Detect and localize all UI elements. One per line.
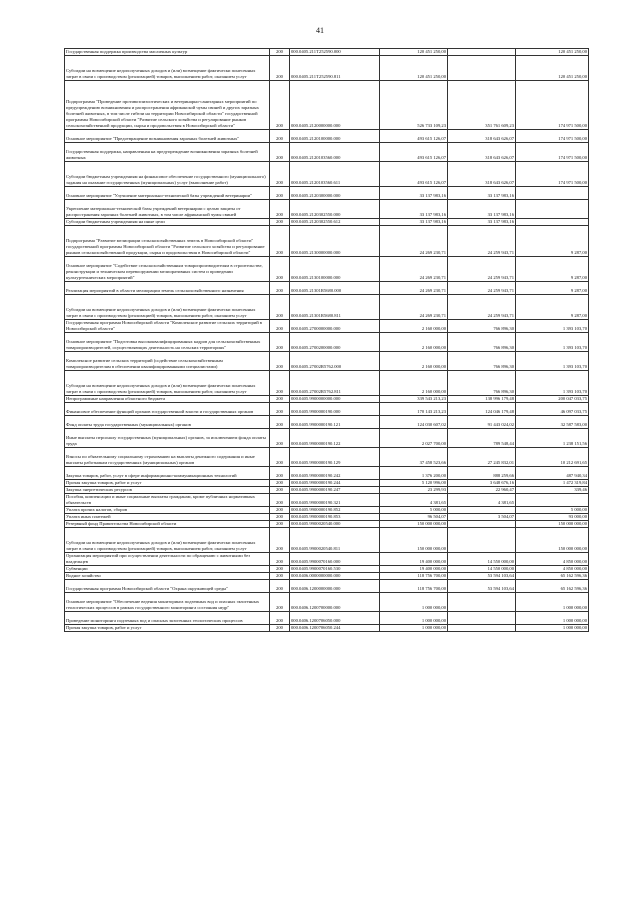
row-classification-code: 000.0405.9900020540.811 [290,528,380,553]
row-name: Субсидии на возмещение недополученных доходов и (или) возмещение фактически понесенных затрат в связи с производством (реализацией) товаров, выполнением работ, оказанием услуг [65,528,270,553]
row-code: 200 [270,130,290,143]
row-name: Фонд оплаты труда государственных (муниципальных) органов [65,416,270,429]
row-amount-approved: 24 269 230,71 [380,295,448,320]
row-name: Уплата иных платежей [65,514,270,521]
row-name: Субсидии на возмещение недополученных доходов и (или) возмещение фактически понесенных затрат в связи с производством (реализацией) товаров, выполнением работ, оказанием услуг [65,56,270,81]
row-classification-code: 000.0405.9900000190.321 [290,494,380,507]
table-row [65,219,589,226]
table-row [65,514,589,521]
row-amount-remaining [516,187,589,200]
row-code: 200 [270,480,290,487]
row-code: 200 [270,352,290,371]
table-row [65,593,589,612]
row-amount-approved: 124 030 607,02 [380,416,448,429]
row-amount-approved: 96 504,07 [380,514,448,521]
row-name: Комплексное развитие сельских территорий (содействие сельскохозяйственным товаропроизводителям в обеспечении квалифицированными специалистами) [65,352,270,371]
row-amount-remaining: 150 000 000,00 [516,528,589,553]
row-amount-remaining: 120 451 250,00 [516,49,589,56]
row-classification-code: 000.0405.9900000190.129 [290,448,380,467]
row-classification-code: 000.0405.9900000190.122 [290,429,380,448]
row-amount-executed: 318 643 626,07 [448,130,516,143]
row-code: 200 [270,81,290,130]
row-amount-approved: 118 756 700,00 [380,573,448,580]
row-classification-code: 000.0406.0000000000.000 [290,573,380,580]
row-amount-remaining: 200 047 033,75 [516,396,589,403]
row-amount-approved: 493 615 126,07 [380,143,448,162]
row-amount-remaining: 4 850 000,00 [516,553,589,566]
row-amount-executed [448,507,516,514]
row-amount-approved: 526 733 109,23 [380,81,448,130]
row-amount-approved: 5 000,00 [380,507,448,514]
row-amount-remaining: 9 287,00 [516,295,589,320]
row-code: 200 [270,226,290,257]
row-code: 200 [270,553,290,566]
row-code: 200 [270,320,290,333]
row-amount-approved: 19 400 000,00 [380,553,448,566]
row-code: 200 [270,403,290,416]
table-row [65,282,589,295]
row-classification-code: 000.0405.2120000000.000 [290,81,380,130]
row-name: Субсидии на возмещение недополученных доходов и (или) возмещение фактически понесенных затрат в связи с производством (реализацией) товаров, выполнением работ, оказанием услуг [65,371,270,396]
row-amount-executed: 53 594 103,64 [448,580,516,593]
table-row [65,320,589,333]
row-code: 200 [270,396,290,403]
row-amount-executed: 351 761 609,23 [448,81,516,130]
budget-table-body [65,49,589,632]
row-amount-executed [448,49,516,56]
row-amount-executed: 14 550 000,00 [448,566,516,573]
table-row [65,49,589,56]
row-code: 200 [270,612,290,625]
row-amount-executed: 3 648 676,16 [448,480,516,487]
row-amount-executed: 766 896,30 [448,333,516,352]
row-amount-approved: 1 000 000,00 [380,625,448,632]
row-code: 200 [270,49,290,56]
row-amount-executed: 24 259 943,71 [448,226,516,257]
row-amount-remaining: 32 587 583,00 [516,416,589,429]
row-amount-executed: 4 381,65 [448,494,516,507]
row-amount-executed: 138 996 179,48 [448,396,516,403]
row-amount-remaining: 1 472 319,84 [516,480,589,487]
row-code: 200 [270,521,290,528]
table-row [65,625,589,632]
table-row [65,573,589,580]
row-amount-approved: 4 381,65 [380,494,448,507]
row-classification-code: 000.0405.211Т252590.000 [290,49,380,56]
row-amount-executed [448,521,516,528]
row-amount-executed: 24 259 943,71 [448,282,516,295]
row-amount-remaining [516,219,589,226]
row-code: 200 [270,514,290,521]
row-classification-code: 000.0406.1200000000.000 [290,580,380,593]
row-amount-approved: 118 756 700,00 [380,580,448,593]
row-classification-code: 000.0405.9900000000.000 [290,396,380,403]
row-amount-approved: 120 451 250,00 [380,49,448,56]
table-row [65,416,589,429]
table-row [65,333,589,352]
row-name: Непрограммные направления областного бюджета [65,396,270,403]
row-amount-executed: 33 137 983,16 [448,200,516,219]
row-amount-remaining: 1 393 103,70 [516,320,589,333]
row-amount-approved: 24 269 230,71 [380,226,448,257]
row-amount-executed [448,56,516,81]
row-amount-executed [448,625,516,632]
row-classification-code: 000.0405.2130000000.000 [290,226,380,257]
row-name: Субсидии бюджетным учреждениям на финансовое обеспечение государственного (муниципального) задания на оказание государственных (муниципальных) услуг (выполнение работ) [65,162,270,187]
row-amount-executed: 766 896,30 [448,352,516,371]
row-amount-remaining: 1 393 103,70 [516,371,589,396]
row-amount-approved: 2 160 000,00 [380,320,448,333]
table-row [65,162,589,187]
table-row [65,81,589,130]
row-name: Основное мероприятие "Подготовка высококвалифицированных кадров для сельскохозяйственных товаропроизводителей, осуществляющих деятельность на сельских территориях" [65,333,270,352]
row-amount-remaining: 150 000 000,00 [516,521,589,528]
row-amount-remaining [516,200,589,219]
row-code: 200 [270,295,290,320]
row-amount-approved: 339 543 213,23 [380,396,448,403]
table-row [65,352,589,371]
row-code: 200 [270,580,290,593]
row-name: Основное мероприятие "Обеспечение ведения мониторинга подземных вод и опасных экзогенных геологических процессов в рамках государственного мониторинга состояния недр" [65,593,270,612]
table-row [65,612,589,625]
row-code: 200 [270,625,290,632]
row-classification-code: 000.0405.211Т252590.811 [290,56,380,81]
row-amount-executed: 33 137 983,16 [448,187,516,200]
row-amount-executed: 318 643 626,07 [448,143,516,162]
table-row [65,521,589,528]
row-code: 200 [270,56,290,81]
row-amount-executed: 789 548,44 [448,429,516,448]
row-classification-code: 000.0405.21301R5680.000 [290,282,380,295]
row-amount-executed: 3 504,07 [448,514,516,521]
row-amount-approved: 33 137 983,16 [380,219,448,226]
row-classification-code: 000.0405.9900000190.242 [290,467,380,480]
row-code: 200 [270,593,290,612]
row-amount-executed: 22 960,47 [448,487,516,494]
table-row [65,580,589,593]
row-amount-executed [448,593,516,612]
row-amount-executed: 766 896,30 [448,371,516,396]
row-amount-approved: 170 143 213,23 [380,403,448,416]
table-row [65,295,589,320]
row-name: Укрепление материально-технической базы учреждений ветеринарии с целью защиты от распространения заразных болезней животных, в том числе африканской чумы свиней [65,200,270,219]
row-amount-remaining: 174 971 500,00 [516,130,589,143]
row-name: Иные выплаты персоналу государственных (муниципальных) органов, за исключением фонда оплаты труда [65,429,270,448]
table-row [65,566,589,573]
table-row [65,143,589,162]
row-amount-approved: 33 137 983,16 [380,200,448,219]
row-amount-approved: 2 160 000,00 [380,352,448,371]
row-name: Государственная программа Новосибирской области "Комплексное развитие сельских территорий в Новосибирской области" [65,320,270,333]
table-row [65,467,589,480]
table-row [65,480,589,487]
row-code: 200 [270,219,290,226]
row-amount-remaining: 1 393 103,70 [516,333,589,352]
page-number: 41 [316,26,324,35]
table-row [65,130,589,143]
row-classification-code: 000.0405.2120300000.000 [290,187,380,200]
table-row [65,403,589,416]
row-name: Организация мероприятий при осуществлении деятельности по обращению с животными без владельцев [65,553,270,566]
row-amount-approved: 2 160 000,00 [380,333,448,352]
row-name: Резервный фонд Правительства Новосибирской области [65,521,270,528]
row-code: 200 [270,573,290,580]
table-row [65,371,589,396]
row-classification-code: 000.0405.2120100000.000 [290,130,380,143]
row-amount-executed: 124 046 179,48 [448,403,516,416]
row-code: 200 [270,528,290,553]
row-classification-code: 000.0406.1200706050.244 [290,625,380,632]
row-amount-approved: 150 000 000,00 [380,521,448,528]
row-amount-remaining: 174 971 500,00 [516,162,589,187]
row-amount-remaining: 93 000,00 [516,514,589,521]
row-amount-approved: 33 137 983,16 [380,187,448,200]
table-row [65,448,589,467]
row-classification-code: 000.0405.9900000190.853 [290,514,380,521]
row-amount-remaining: 174 971 500,00 [516,81,589,130]
row-code: 200 [270,416,290,429]
row-code: 200 [270,187,290,200]
row-amount-executed: 91 443 024,02 [448,416,516,429]
row-classification-code: 000.0406.1200700000.000 [290,593,380,612]
row-name: Финансовое обеспечение функций органов государственной власти и государственных органов [65,403,270,416]
row-amount-remaining: 46 097 033,75 [516,403,589,416]
row-code: 200 [270,487,290,494]
row-name: Государственная программа Новосибирской области "Охрана окружающей среды" [65,580,270,593]
row-amount-remaining: 9 287,00 [516,226,589,257]
row-amount-approved: 120 451 250,00 [380,56,448,81]
row-amount-approved: 2 160 000,00 [380,371,448,396]
row-classification-code: 000.0405.21301R5680.811 [290,295,380,320]
row-amount-remaining: 487 940,34 [516,467,589,480]
row-name: Государственная поддержка, направленная на предупреждение возникновения заразных болезней животных [65,143,270,162]
budget-table [64,48,589,632]
row-code: 200 [270,162,290,187]
row-amount-executed: 24 259 943,71 [448,257,516,282]
row-classification-code: 000.0405.9900020540.000 [290,521,380,528]
row-code: 200 [270,200,290,219]
row-amount-remaining: 1 238 151,56 [516,429,589,448]
row-classification-code: 000.0405.9900070160.530 [290,566,380,573]
row-classification-code: 000.0405.27002R5762.811 [290,371,380,396]
row-amount-approved: 19 400 000,00 [380,566,448,573]
row-code: 200 [270,282,290,295]
row-amount-executed: 33 137 983,16 [448,219,516,226]
table-row [65,487,589,494]
row-code: 200 [270,467,290,480]
row-name: Субсидии бюджетным учреждениям на иные цели [65,219,270,226]
row-amount-remaining: 9 287,00 [516,257,589,282]
row-amount-executed: 53 594 103,64 [448,573,516,580]
row-name: Основное мероприятие "Содействие сельскохозяйственным товаропроизводителям в строительстве, реконструкции и техническом перевооружении мелиоративных систем и проведении культуртехнических мероприятий" [65,257,270,282]
row-name: Субсидии на возмещение недополученных доходов и (или) возмещение фактически понесенных затрат в связи с производством (реализацией) товаров, выполнением работ, оказанием услуг [65,295,270,320]
row-code: 200 [270,371,290,396]
row-classification-code: 000.0405.27002R5762.000 [290,352,380,371]
row-amount-remaining: 4 850 000,00 [516,566,589,573]
row-code: 200 [270,494,290,507]
row-classification-code: 000.0405.2120302550.612 [290,219,380,226]
row-amount-executed: 888 259,66 [448,467,516,480]
table-row [65,396,589,403]
row-amount-executed: 766 896,30 [448,320,516,333]
row-name: Взносы по обязательному социальному страхованию на выплаты денежного содержания и иные выплаты работникам государственных (муниципальных) органов [65,448,270,467]
row-amount-approved: 37 458 523,66 [380,448,448,467]
row-classification-code: 000.0405.2700200000.000 [290,333,380,352]
row-name: Реализация мероприятий в области мелиорации земель сельскохозяйственного назначения [65,282,270,295]
row-code: 200 [270,333,290,352]
row-name: Прочая закупка товаров, работ и услуг [65,625,270,632]
table-row [65,257,589,282]
row-classification-code: 000.0405.2120103560.611 [290,162,380,187]
table-row [65,528,589,553]
row-name: Закупка энергетических ресурсов [65,487,270,494]
table-row [65,200,589,219]
row-classification-code: 000.0405.9900070160.000 [290,553,380,566]
row-amount-remaining: 1 000 000,00 [516,612,589,625]
row-amount-remaining: 9 287,00 [516,282,589,295]
row-amount-remaining: 339,46 [516,487,589,494]
row-amount-approved: 23 299,93 [380,487,448,494]
row-code: 200 [270,429,290,448]
row-code: 200 [270,507,290,514]
row-name: Водное хозяйство [65,573,270,580]
row-code: 200 [270,257,290,282]
row-amount-remaining: 65 162 596,36 [516,573,589,580]
row-amount-remaining: 120 451 250,00 [516,56,589,81]
row-classification-code: 000.0405.9900000190.121 [290,416,380,429]
row-name: Основное мероприятие "Предотвращение возникновения заразных болезней животных" [65,130,270,143]
row-amount-executed: 27 245 832,01 [448,448,516,467]
row-amount-approved: 24 269 230,71 [380,282,448,295]
row-amount-approved: 1 376 200,00 [380,467,448,480]
table-row [65,187,589,200]
row-amount-approved: 24 269 230,71 [380,257,448,282]
row-amount-remaining: 1 393 103,70 [516,352,589,371]
row-amount-remaining: 174 971 500,00 [516,143,589,162]
row-classification-code: 000.0405.2130100000.000 [290,257,380,282]
row-amount-approved: 150 000 000,00 [380,528,448,553]
row-classification-code: 000.0405.9900000190.000 [290,403,380,416]
row-amount-approved: 493 615 126,07 [380,162,448,187]
row-amount-approved: 1 000 000,00 [380,612,448,625]
row-name: Прочая закупка товаров, работ и услуг [65,480,270,487]
row-amount-approved: 5 120 996,00 [380,480,448,487]
row-amount-approved: 1 000 000,00 [380,593,448,612]
row-name: Подпрограмма "Развитие мелиорации сельскохозяйственных земель в Новосибирской области" государственной программы Новосибирской области "Развитие сельского хозяйства и регулирование рынков сельскохозяйственной продукции, сырья и продовольствия в Новосибирской области" [65,226,270,257]
row-amount-remaining: 1 000 000,00 [516,625,589,632]
table-row [65,494,589,507]
row-name: Субвенции [65,566,270,573]
row-code: 200 [270,566,290,573]
row-amount-remaining: 5 000,00 [516,507,589,514]
row-classification-code: 000.0405.2700000000.000 [290,320,380,333]
row-amount-approved: 2 027 700,00 [380,429,448,448]
row-amount-executed [448,528,516,553]
row-name: Подпрограмма "Проведение противоэпизоотических и ветеринарно-санитарных мероприятий по предупреждению возникновения и распространения африканской чумы свиней и других заразных болезней животных, в том числе гибели на территории Новосибирской области" государственной программы Новосибирской области "Развитие сельского хозяйства и регулирование рынков сельскохозяйственной продукции, сырья и продовольствия в Новосибирской области" [65,81,270,130]
row-name: Пособия, компенсации и иные социальные выплаты гражданам, кроме публичных нормативных обязательств [65,494,270,507]
row-amount-remaining: 10 212 691,65 [516,448,589,467]
table-row [65,507,589,514]
row-amount-executed: 318 643 626,07 [448,162,516,187]
row-amount-executed: 24 259 943,71 [448,295,516,320]
row-amount-executed: 14 550 000,00 [448,553,516,566]
row-classification-code: 000.0405.9900000190.247 [290,487,380,494]
row-classification-code: 000.0405.2120103560.000 [290,143,380,162]
row-amount-approved: 493 615 126,07 [380,130,448,143]
row-classification-code: 000.0405.9900000190.852 [290,507,380,514]
row-code: 200 [270,143,290,162]
row-name: Государственная поддержка производства масличных культур [65,49,270,56]
row-name: Уплата прочих налогов, сборов [65,507,270,514]
row-name: Основное мероприятие "Улучшение материально-технической базы учреждений ветеринарии" [65,187,270,200]
table-row [65,56,589,81]
row-amount-remaining [516,494,589,507]
row-classification-code: 000.0406.1200706050.000 [290,612,380,625]
row-classification-code: 000.0405.2120302550.000 [290,200,380,219]
row-classification-code: 000.0405.9900000190.244 [290,480,380,487]
table-row [65,429,589,448]
row-amount-executed [448,612,516,625]
row-name: Закупка товаров, работ, услуг в сфере информационно-коммуникационных технологий [65,467,270,480]
table-row [65,226,589,257]
row-code: 200 [270,448,290,467]
row-amount-remaining: 1 000 000,00 [516,593,589,612]
row-amount-remaining: 65 162 596,36 [516,580,589,593]
table-row [65,553,589,566]
row-name: Проведение мониторинга подземных вод и опасных экзогенных геологических процессов [65,612,270,625]
